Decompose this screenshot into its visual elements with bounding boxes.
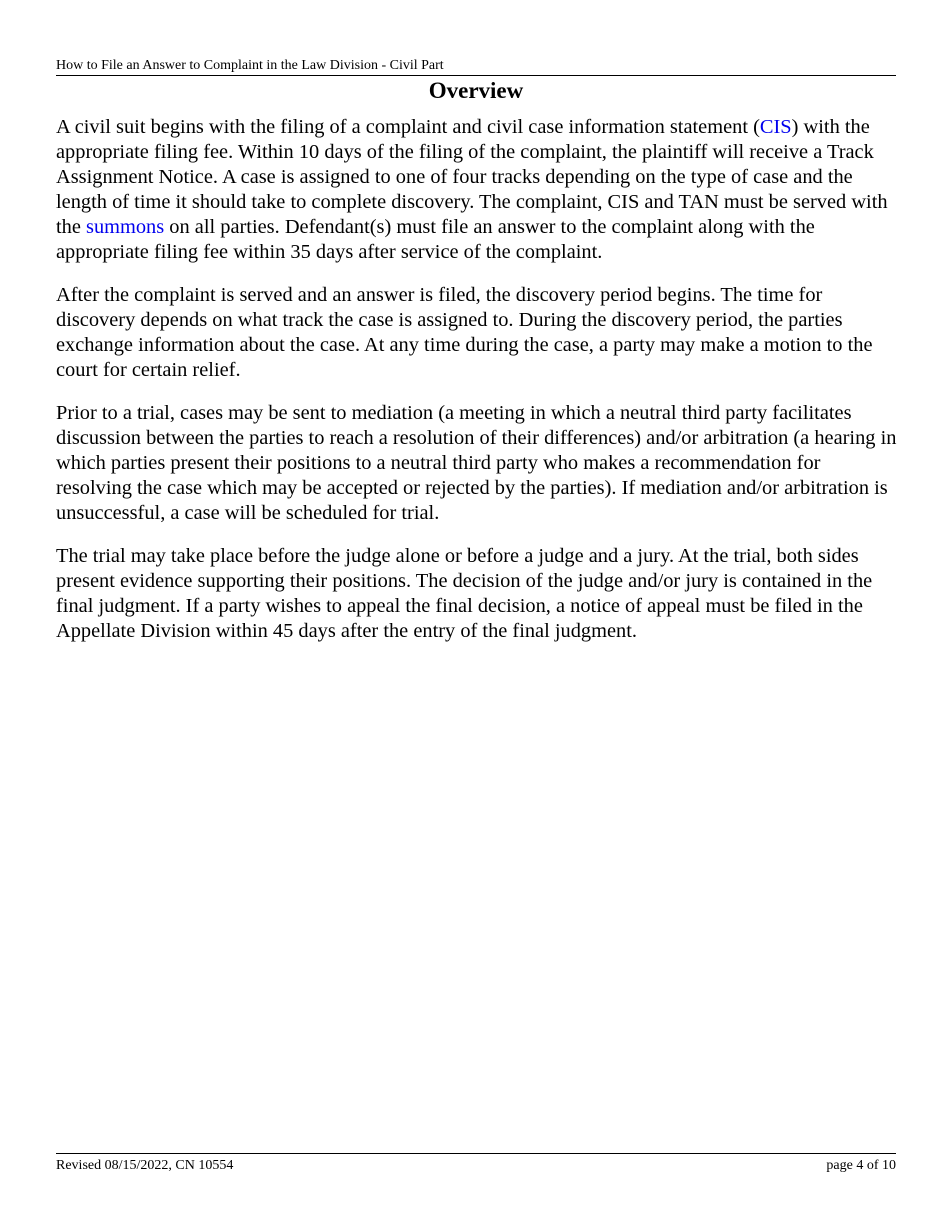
paragraph-1-part-a: A civil suit begins with the filing of a complaint and civil case information statement ( bbox=[56, 116, 760, 138]
page-title: Overview bbox=[428, 78, 524, 103]
page-number: page 4 of 10 bbox=[826, 1158, 896, 1173]
summons-link[interactable]: summons bbox=[86, 216, 165, 238]
paragraph-1 bbox=[56, 115, 901, 265]
paragraph-4: The trial may take place before the judge alone or before a judge and a jury. At the trial, both sides present evidence supporting their positions. The decision of the judge and/or jury is contained in the final judgment. If a party wishes to appeal the final decision, a notice of appeal must be filed in the Appellate Division within 45 days after the entry of the final judgment. bbox=[56, 545, 873, 642]
header-text: How to File an Answer to Complaint in the Law Division - Civil Part bbox=[56, 58, 444, 73]
revision-text: Revised 08/15/2022, CN 10554 bbox=[56, 1158, 234, 1173]
cis-link[interactable]: CIS bbox=[759, 116, 792, 138]
page-header bbox=[56, 57, 896, 76]
paragraph-1-part-b: ) with the appropriate filing fee. Within 10 days of the filing of the complaint, the plaintiff will receive a Track Assignment Notice. A case is assigned to one of four tracks depending on the type of case and the length of time it should take to complete discovery. The complaint, CIS and TAN must be served with the bbox=[56, 116, 888, 238]
document-body bbox=[56, 115, 901, 662]
page-footer bbox=[56, 1153, 896, 1174]
paragraph-1-part-c: on all parties. Defendant(s) must file an answer to the complaint along with the appropriate filing fee within 35 days after service of the complaint. bbox=[56, 216, 815, 263]
paragraph-2: After the complaint is served and an answer is filed, the discovery period begins. The time for discovery depends on what track the case is assigned to. During the discovery period, the parties exchange information about the case. At any time during the case, a party may make a motion to the court for certain relief. bbox=[56, 284, 873, 381]
paragraph-3: Prior to a trial, cases may be sent to mediation (a meeting in which a neutral third party facilitates discussion between the parties to reach a resolution of their differences) and/or arbitration (a hearing in which parties present their positions to a neutral third party who makes a recommendation for resolving the case which may be accepted or rejected by the parties). If mediation and/or arbitration is unsuccessful, a case will be scheduled for trial. bbox=[56, 402, 897, 524]
